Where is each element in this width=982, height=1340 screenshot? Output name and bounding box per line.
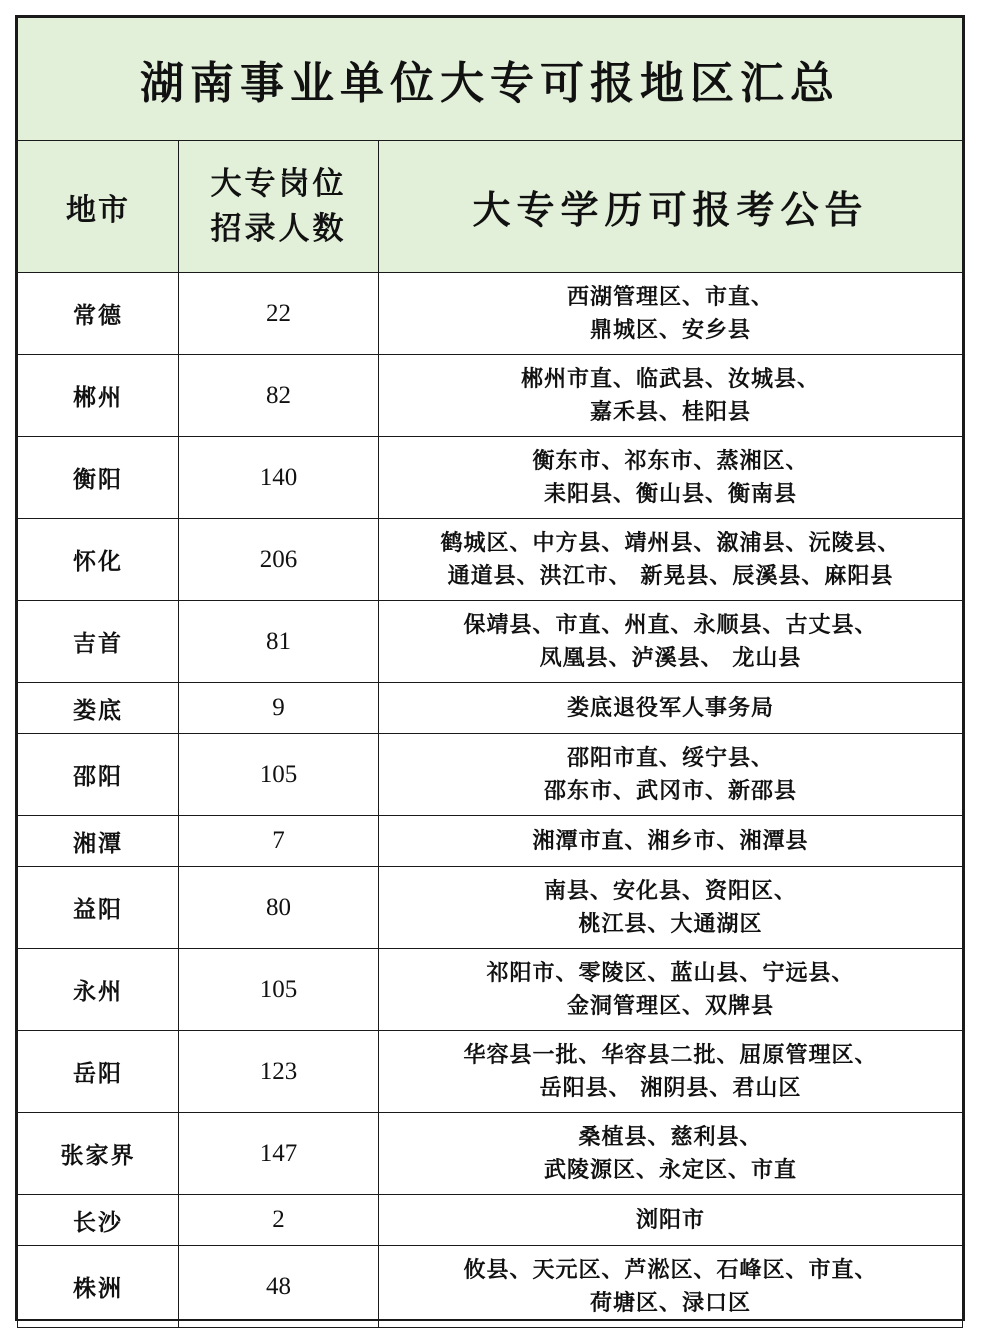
notice-line: 南县、安化县、资阳区、 [543, 877, 797, 904]
header-notice: 大专学历可报考公告 [379, 141, 963, 273]
city-cell: 益阳 [18, 867, 179, 949]
count-cell: 123 [179, 1031, 379, 1113]
header-city: 地市 [18, 141, 179, 273]
notice-cell [379, 601, 963, 683]
notice-cell [379, 816, 963, 867]
notice-cell [379, 949, 963, 1031]
city-cell: 岳阳 [18, 1031, 179, 1113]
count-cell: 105 [179, 734, 379, 816]
table-row [18, 1246, 963, 1328]
notice-line: 浏阳市 [635, 1206, 705, 1233]
notice-line: 保靖县、市直、州直、永顺县、古丈县、 [463, 611, 878, 638]
notice-line: 华容县一批、华容县二批、屈原管理区、 [463, 1041, 878, 1068]
city-cell: 湘潭 [18, 816, 179, 867]
table-row [18, 273, 963, 355]
notice-line: 攸县、天元区、芦淞区、石峰区、市直、 [463, 1256, 878, 1283]
city-cell: 长沙 [18, 1195, 179, 1246]
count-cell: 140 [179, 437, 379, 519]
city-cell: 吉首 [18, 601, 179, 683]
count-cell: 48 [179, 1246, 379, 1328]
count-cell: 80 [179, 867, 379, 949]
notice-line: 岳阳县、 湘阴县、君山区 [539, 1074, 802, 1101]
notice-line: 金洞管理区、双牌县 [566, 992, 774, 1019]
notice-line: 嘉禾县、桂阳县 [589, 398, 751, 425]
notice-line: 邵东市、武冈市、新邵县 [543, 777, 797, 804]
notice-line: 凤凰县、泸溪县、 龙山县 [539, 644, 802, 671]
notice-line: 郴州市直、临武县、汝城县、 [520, 365, 820, 392]
count-cell: 206 [179, 519, 379, 601]
notice-line: 通道县、洪江市、 新晃县、辰溪县、麻阳县 [447, 562, 894, 589]
notice-cell [379, 273, 963, 355]
table-row [18, 1113, 963, 1195]
notice-line: 鹤城区、中方县、靖州县、溆浦县、沅陵县、 [440, 529, 901, 556]
notice-line: 桑植县、慈利县、 [578, 1123, 763, 1150]
city-cell: 株洲 [18, 1246, 179, 1328]
table-row [18, 601, 963, 683]
count-cell: 82 [179, 355, 379, 437]
summary-table-frame [15, 15, 965, 1321]
city-cell: 怀化 [18, 519, 179, 601]
table-row [18, 437, 963, 519]
table-row [18, 1195, 963, 1246]
header-count [179, 141, 379, 273]
notice-line: 邵阳市直、绥宁县、 [566, 744, 774, 771]
notice-line: 湘潭市直、湘乡市、湘潭县 [532, 827, 809, 854]
table-row [18, 519, 963, 601]
count-cell: 81 [179, 601, 379, 683]
table-row [18, 1031, 963, 1113]
count-cell: 7 [179, 816, 379, 867]
table-row [18, 683, 963, 734]
city-cell: 常德 [18, 273, 179, 355]
notice-cell [379, 1246, 963, 1328]
notice-line: 娄底退役军人事务局 [566, 694, 774, 721]
notice-line: 衡东市、祁东市、蒸湘区、 [532, 447, 809, 474]
city-cell: 张家界 [18, 1113, 179, 1195]
city-cell: 娄底 [18, 683, 179, 734]
city-cell: 邵阳 [18, 734, 179, 816]
notice-cell [379, 734, 963, 816]
city-cell: 衡阳 [18, 437, 179, 519]
notice-line: 鼎城区、安乡县 [589, 316, 751, 343]
city-cell: 郴州 [18, 355, 179, 437]
summary-table [17, 17, 963, 1328]
header-count-line1: 大专岗位 [210, 165, 347, 202]
table-row [18, 816, 963, 867]
notice-line: 桃江县、大通湖区 [578, 910, 763, 937]
table-title: 湖南事业单位大专可报地区汇总 [18, 18, 963, 141]
notice-line: 武陵源区、永定区、市直 [543, 1156, 797, 1183]
notice-cell [379, 437, 963, 519]
city-cell: 永州 [18, 949, 179, 1031]
header-count-line2: 招录人数 [210, 210, 347, 247]
notice-cell [379, 1031, 963, 1113]
notice-cell [379, 683, 963, 734]
notice-cell [379, 1195, 963, 1246]
title-row [18, 18, 963, 141]
notice-line: 祁阳市、零陵区、蓝山县、宁远县、 [486, 959, 855, 986]
notice-cell [379, 355, 963, 437]
count-cell: 147 [179, 1113, 379, 1195]
notice-line: 荷塘区、渌口区 [589, 1289, 751, 1316]
header-row [18, 141, 963, 273]
table-row [18, 949, 963, 1031]
notice-cell [379, 519, 963, 601]
notice-cell [379, 1113, 963, 1195]
table-row [18, 867, 963, 949]
table-row [18, 355, 963, 437]
notice-line: 西湖管理区、市直、 [566, 283, 774, 310]
table-row [18, 734, 963, 816]
count-cell: 2 [179, 1195, 379, 1246]
notice-cell [379, 867, 963, 949]
count-cell: 9 [179, 683, 379, 734]
notice-line: 耒阳县、衡山县、衡南县 [543, 480, 797, 507]
count-cell: 105 [179, 949, 379, 1031]
count-cell: 22 [179, 273, 379, 355]
